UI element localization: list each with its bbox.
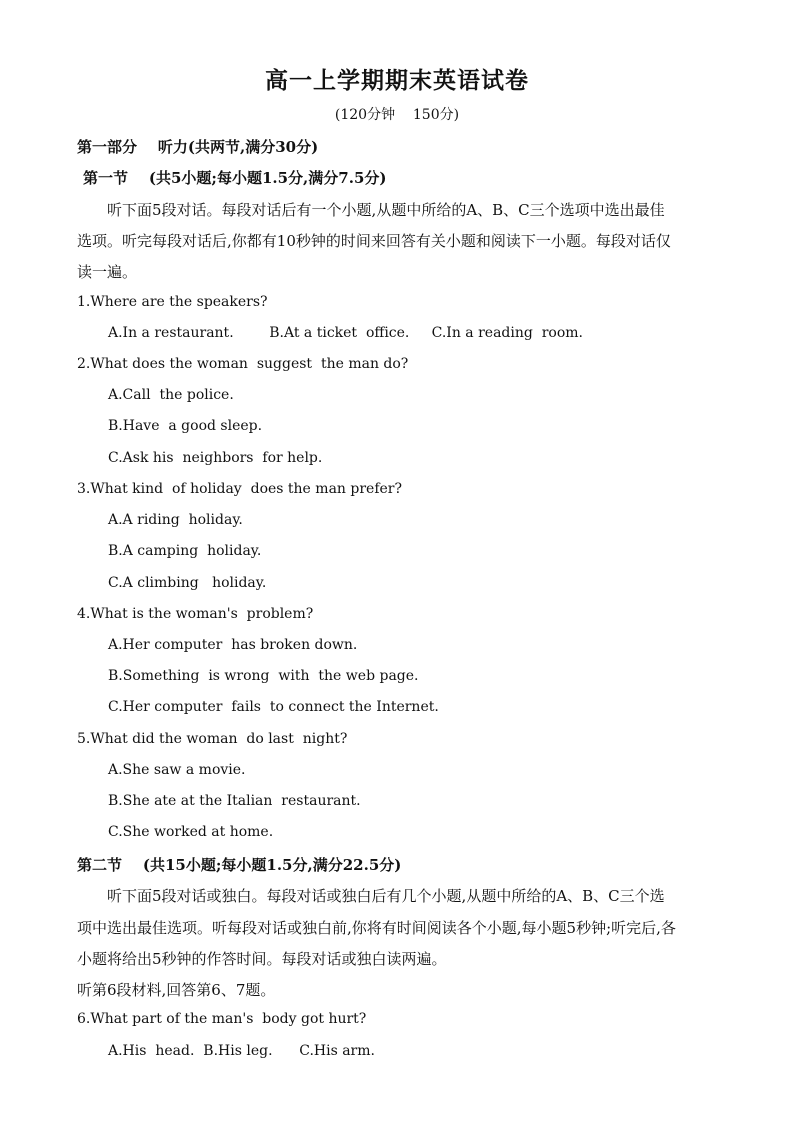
- question-option: C.A climbing holiday.: [108, 575, 267, 591]
- question-option: B.Have a good sleep.: [108, 418, 263, 434]
- section1-instruction-line: 选项。听完每段对话后,你都有10秒钟的时间来回答有关小题和阅读下一小题。每段对话仅: [77, 232, 671, 250]
- question-option: C.Ask his neighbors for help.: [108, 450, 323, 466]
- section2-heading: 第二节 (共15小题;每小题1.5分,满分22.5分): [77, 856, 402, 874]
- question-stem: 2.What does the woman suggest the man do?: [77, 356, 409, 372]
- section2-instruction-line: 项中选出最佳选项。听每段对话或独白前,你将有时间阅读各个小题,每小题5秒钟;听完后,各: [77, 919, 676, 937]
- section2-instruction-line: 小题将给出5秒钟的作答时间。每段对话或独白读两遍。: [77, 950, 447, 968]
- question-stem: 3.What kind of holiday does the man prefer?: [77, 481, 402, 497]
- part1-heading: 第一部分 听力(共两节,满分30分): [77, 138, 319, 156]
- section1-heading: 第一节 (共5小题;每小题1.5分,满分7.5分): [83, 169, 387, 187]
- exam-title: 高一上学期期末英语试卷: [265, 67, 529, 94]
- material-note: 听第6段材料,回答第6、7题。: [77, 981, 276, 999]
- question-option: A.She saw a movie.: [108, 762, 246, 778]
- question-stem: 1.Where are the speakers?: [77, 294, 268, 310]
- question-stem: 4.What is the woman's problem?: [77, 606, 314, 622]
- question-option: C.She worked at home.: [108, 824, 274, 840]
- question-option: B.She ate at the Italian restaurant.: [108, 793, 361, 809]
- section1-instruction-line: 读一遍。: [77, 263, 138, 281]
- question-option: B.Something is wrong with the web page.: [108, 668, 419, 684]
- question-option: A.A riding holiday.: [108, 512, 243, 528]
- question-option: B.A camping holiday.: [108, 543, 262, 559]
- question-option: A.Her computer has broken down.: [108, 637, 358, 653]
- section1-instruction-line: 听下面5段对话。每段对话后有一个小题,从题中所给的A、B、C三个选项中选出最佳: [107, 201, 665, 219]
- question-stem: 6.What part of the man's body got hurt?: [77, 1011, 367, 1027]
- exam-subtitle: (120分钟 150分): [334, 107, 460, 123]
- section2-instruction-line: 听下面5段对话或独白。每段对话或独白后有几个小题,从题中所给的A、B、C三个选: [107, 887, 665, 905]
- question-option: A.Call the police.: [108, 387, 234, 403]
- question-stem: 5.What did the woman do last night?: [77, 731, 348, 747]
- question-options: A.In a restaurant. B.At a ticket office. C.In a reading room.: [108, 325, 584, 341]
- question-options: A.His head. B.His leg. C.His arm.: [108, 1043, 375, 1059]
- question-option: C.Her computer fails to connect the Internet.: [108, 699, 439, 715]
